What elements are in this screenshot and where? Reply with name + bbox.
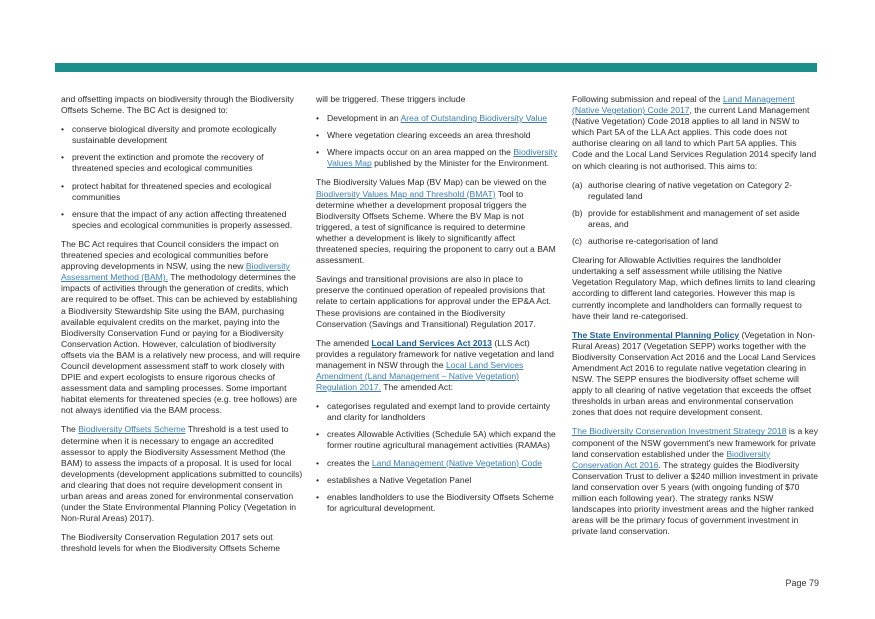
paragraph: [61, 239, 303, 417]
investment-strategy-link[interactable]: The Biodiversity Conservation Investment Strategy 2018: [572, 426, 787, 437]
list-item: • protect habitat for threatened species and ecological communities: [61, 181, 303, 203]
list-item: [572, 208, 818, 230]
list-item: [572, 180, 818, 202]
text: , the current Land Management (Native Vegetation) Code 2018 applies to all land in NSW to which Part 5A of the LLA Act applies. This code does not authorise clearing on all land to which Part 5A applies. This Code and the Local Land Services Regulation 2014 specify land on which clearing is not authorised. This aims to:: [572, 105, 817, 171]
text: The amended Act:: [380, 382, 453, 393]
list-item: [316, 458, 558, 469]
text: creates the: [327, 457, 372, 468]
text: Tool to determine whether a development proposal triggers the Biodiversity Offsets Scheme. Where the BV Map is not triggered, a test of significance is required to determine whether a development is likely to significantly affect threatened species, requiring the proponent to carry out a BAM assessment.: [316, 188, 556, 266]
text: Development in an: [327, 113, 401, 124]
text: Following submission and repeal of the: [572, 94, 723, 104]
bullet-list: [316, 401, 558, 514]
code-link[interactable]: Land Management (Native Vegetation) Code: [371, 457, 542, 468]
text: The: [61, 424, 79, 435]
text: (LLS Act) provides a regulatory framework for native vegetation and land management in NSW through the: [316, 337, 554, 370]
aobv-link[interactable]: Area of Outstanding Biodiversity Value: [400, 113, 548, 124]
paragraph: Savings and transitional provisions are also in place to preserve the continued operation of repealed provisions that relate to certain applications for approval under the EP&A Act. These provisions are contained in the Biodiversity Conservation (Savings and Transitional) Regulation 2017.: [316, 274, 552, 329]
text: provide for establishment and management of set aside areas, and: [588, 207, 800, 229]
text: is a key component of the NSW government's new framework for private land conservation established under the: [572, 426, 819, 459]
list-item: • enables landholders to use the Biodiversity Offsets Scheme for agricultural development.: [316, 492, 558, 514]
list-item: • Where vegetation clearing exceeds an area threshold: [316, 130, 558, 141]
paragraph: [61, 424, 303, 524]
text: authorise clearing of native vegetation on Category 2-regulated land: [588, 179, 792, 201]
list-item: [572, 236, 818, 247]
paragraph: will be triggered. These triggers include: [316, 94, 466, 104]
column-right: [572, 94, 818, 545]
list-item: [316, 113, 558, 124]
text: The Biodiversity Values Map (BV Map) can be viewed on the: [316, 177, 547, 188]
text: The BC Act requires that Council considers the impact on threatened species and ecological communities before approving developments in NSW, using the new: [61, 238, 279, 272]
text: Where impacts occur on an area mapped on the: [327, 147, 514, 158]
list-marker: (c): [572, 236, 583, 247]
list-item: • conserve biological diversity and promote ecologically sustainable development: [61, 124, 303, 146]
list-marker: (b): [572, 207, 583, 218]
header-band: [55, 63, 817, 72]
bmat-link[interactable]: Biodiversity Values Map and Threshold (BMAT): [316, 188, 496, 199]
text: Threshold is a test used to determine when it is necessary to engage an accredited assessor to apply the Biodiversity Assessment Method (the BAM) to assess the impacts of a proposal. It is used for local developments (development applications submitted to councils) and clearing that does not require development consent in urban areas and areas zoned for environmental conservation (under the State Environmental Planning Policy (Vegetation in Non-Rural Areas) 2017).: [61, 424, 303, 524]
text: published by the Minister for the Environment.: [371, 158, 549, 169]
text: The amended: [316, 337, 372, 348]
list-item: • creates Allowable Activities (Schedule 5A) which expand the former routine agricultural management activities (RAMAs): [316, 429, 558, 451]
list-marker: (a): [572, 179, 583, 190]
bam-link[interactable]: Biodiversity Assessment Method (BAM).: [61, 261, 290, 283]
lls-amendment-link[interactable]: Local Land Services Amendment (Land Management – Native Vegetation) Regulation 2017.: [316, 359, 524, 393]
column-middle: [316, 94, 558, 522]
code-2017-link[interactable]: Land Management (Native Vegetation) Code 2017: [572, 94, 795, 116]
text: . The strategy guides the Biodiversity Conservation Trust to deliver a $240 million investment in private land conservation over 5 years (with ongoing funding of $70 million each following year). The strategy ranks NSW landscapes into priority investment areas and the higher ranked areas will be the primary focus of government investment in private land conservation.: [572, 459, 818, 537]
offsets-scheme-link[interactable]: Biodiversity Offsets Scheme: [78, 424, 186, 435]
paragraph: [316, 177, 558, 266]
list-item: • ensure that the impact of any action affecting threatened species and ecological communities is properly assessed.: [61, 209, 303, 231]
sepp-link[interactable]: The State Environmental Planning Policy: [572, 329, 740, 340]
column-left: [61, 94, 303, 562]
paragraph: [572, 94, 818, 172]
bv-map-link[interactable]: Biodiversity Values Map: [327, 147, 558, 169]
bullet-list: [61, 124, 303, 231]
text: The methodology determines the impacts of activities through the generation of credits, which are required to be offset. This can be achieved by establishing a Biodiversity Stewardship Site using the BAM, purchasing available equivalent credits on the market, paying into the Biodiversity Conservation Fund or paying for a Biodiversity Conservation Action. However, calculation of biodiversity offsets via the BAM is a relatively new process, and will require Council development assessment staff to work closely with DPIE and expert ecologists to ensure rigorous checks of assessment data and sampling processes. Some important habitat elements for threatened species (e.g. tree hollows) are not always identified via the BAM process.: [61, 272, 301, 416]
page-number: Page 79: [785, 578, 819, 588]
paragraph: [316, 338, 558, 393]
paragraph: Clearing for Allowable Activities requires the landholder undertaking a self assessment while utilising the Native Vegetation Regulatory Map, which defines limits to land clearing according to different land categories. However this map is currently incomplete and landholders can formally request to have their land re-categorised.: [572, 255, 816, 321]
list-item: • categorises regulated and exempt land to provide certainty and clarity for landholders: [316, 401, 558, 423]
lettered-list: [572, 180, 818, 247]
paragraph: The Biodiversity Conservation Regulation 2017 sets out threshold levels for when the Biodiversity Offsets Scheme: [61, 532, 281, 554]
bc-act-link[interactable]: Biodiversity Conservation Act 2016: [572, 448, 771, 470]
paragraph: [572, 330, 818, 419]
lls-act-link[interactable]: Local Land Services Act 2013: [371, 337, 492, 348]
list-item: • establishes a Native Vegetation Panel: [316, 475, 558, 486]
paragraph: and offsetting impacts on biodiversity through the Biodiversity Offsets Scheme. The BC Act is designed to:: [61, 94, 294, 116]
paragraph: [572, 426, 818, 537]
bullet-list: [316, 113, 558, 169]
list-item: [316, 147, 558, 169]
list-item: • prevent the extinction and promote the recovery of threatened species and ecological communities: [61, 152, 303, 174]
text: authorise re-categorisation of land: [588, 236, 718, 247]
text: (Vegetation in Non-Rural Areas) 2017 (Vegetation SEPP) works together with the Biodiversity Conservation Act 2016 and the Local Land Services Amendment Act 2016 to regulate native vegetation clearing in NSW. The SEPP ensures the biodiversity offset scheme will apply to all clearing of native vegetation that exceeds the offset thresholds in urban areas and environmental conservation zones that does not require development consent.: [572, 329, 816, 418]
